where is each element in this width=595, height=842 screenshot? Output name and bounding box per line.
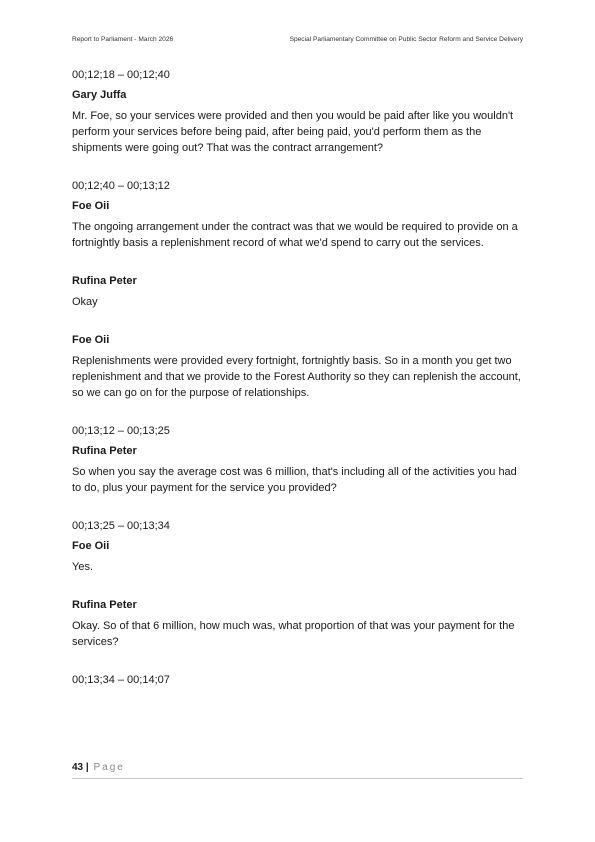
- speaker-name: Rufina Peter: [72, 599, 137, 611]
- timestamp: 00;13;34 – 00;14;07: [72, 674, 170, 686]
- page-header: [72, 36, 523, 48]
- speaker-name: Rufina Peter: [72, 445, 137, 457]
- transcript-entry: [72, 68, 527, 156]
- page-number: 43: [72, 762, 84, 773]
- speaker-name: Foe Oii: [72, 200, 110, 212]
- speech-text: Mr. Foe, so your services were provided and then you would be paid after like you wouldn't perform your services before being paid, after being paid, you'd perform them as the shipments were going out? That was the contract arrangement?: [72, 110, 514, 154]
- speaker-name: Gary Juffa: [72, 89, 127, 101]
- transcript-entry: [72, 179, 527, 251]
- timestamp: 00;12;18 – 00;12;40: [72, 69, 170, 81]
- transcript-entry: [72, 519, 527, 575]
- speech-text: Yes.: [72, 561, 94, 573]
- speech-text: So when you say the average cost was 6 million, that's including all of the activities you had to do, plus your payment for the service you provided?: [72, 466, 517, 494]
- timestamp: 00;13;25 – 00;13;34: [72, 520, 170, 532]
- page-label: Page: [93, 762, 125, 773]
- transcript-entry: [72, 333, 527, 401]
- header-report-title: Report to Parliament - March 2026: [72, 36, 174, 43]
- header-committee-name: Special Parliamentary Committee on Public Sector Reform and Service Delivery: [289, 36, 523, 43]
- speech-text: The ongoing arrangement under the contract was that we would be required to provide on a fortnightly basis a replenishment record of what we'd spend to carry out the services.: [72, 221, 518, 249]
- timestamp: 00;12;40 – 00;13;12: [72, 180, 170, 192]
- page-footer: [72, 762, 523, 779]
- transcript-entry: [72, 274, 527, 310]
- page-separator: |: [85, 762, 89, 773]
- speech-text: Replenishments were provided every fortnight, fortnightly basis. So in a month you get two replenishment and that we provide to the Forest Authority so they can replenish the account, so we can go on for the purpose of relationships.: [72, 355, 521, 399]
- transcript-body: [72, 68, 527, 688]
- speech-text: Okay. So of that 6 million, how much was, what proportion of that was your payment for the services?: [72, 620, 515, 648]
- timestamp: 00;13;12 – 00;13;25: [72, 425, 170, 437]
- speaker-name: Foe Oii: [72, 540, 110, 552]
- speaker-name: Foe Oii: [72, 334, 110, 346]
- transcript-entry: [72, 598, 527, 650]
- speech-text: Okay: [72, 296, 98, 308]
- transcript-entry: [72, 424, 527, 496]
- speaker-name: Rufina Peter: [72, 275, 137, 287]
- transcript-entry: [72, 673, 527, 688]
